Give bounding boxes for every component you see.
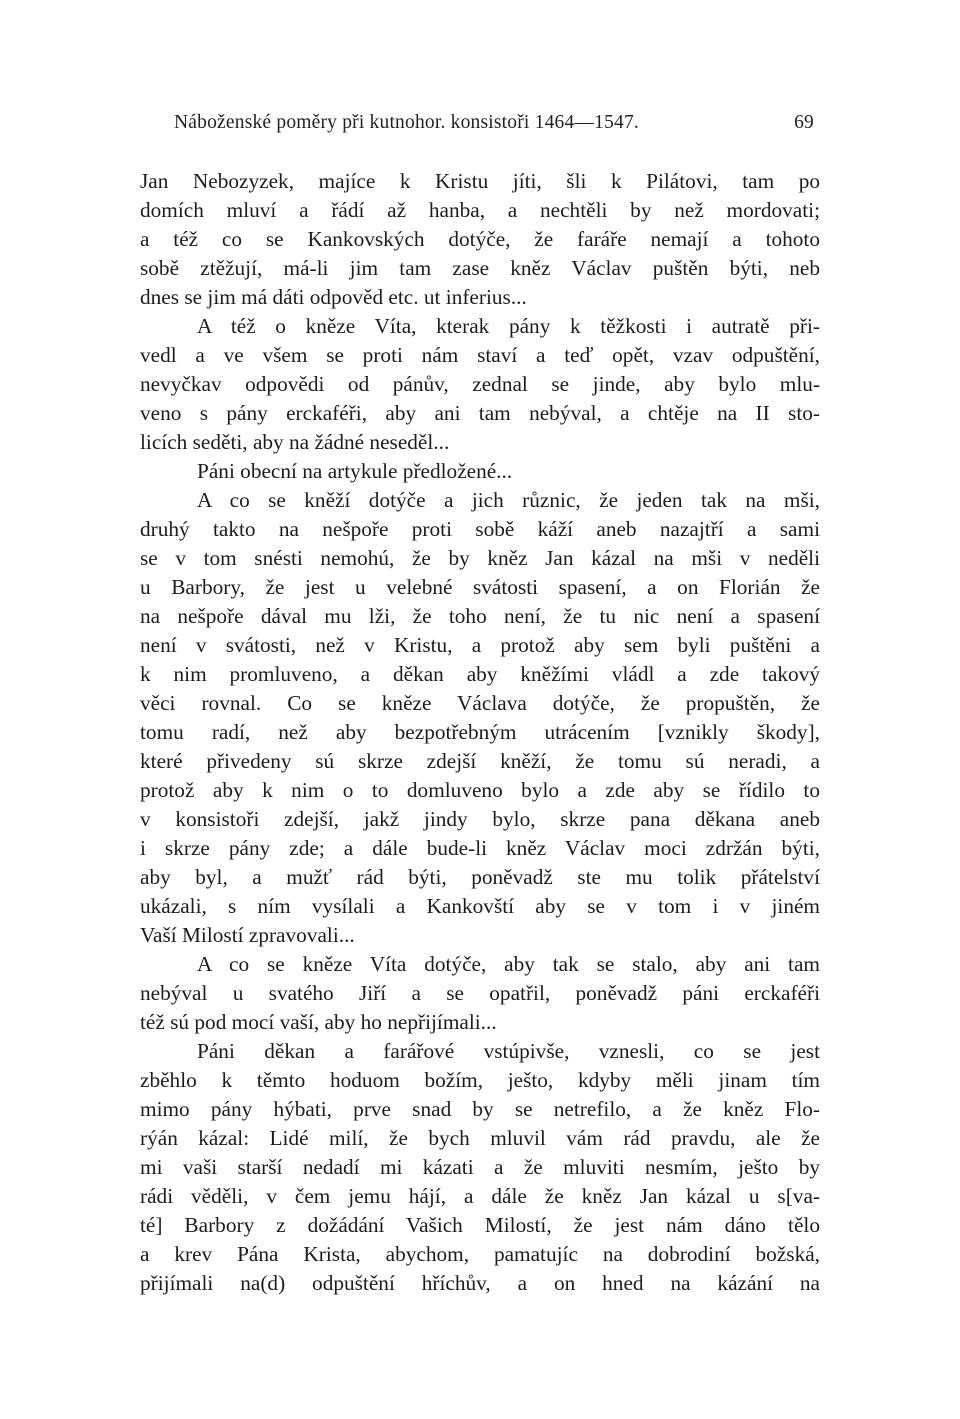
text-line: na nešpoře dával mu lži, že toho není, že tu nic není a spasení: [140, 604, 820, 628]
text-line: i skrze pány zde; a dále bude-li kněz Václav moci zdržán býti,: [140, 836, 820, 860]
text-line: mi vaši starší nedadí mi kázati a že mluviti nesmím, ješto by: [140, 1155, 820, 1179]
text-line: veno s pány erckaféři, aby ani tam nebýval, a chtěje na II sto-: [140, 401, 820, 425]
text-line: zběhlo k těmto hoduom božím, ješto, kdyby měli jinam tím: [140, 1068, 820, 1092]
text-line: dnes se jim má dáti odpověd etc. ut inferius...: [140, 285, 527, 309]
text-line: druhý takto na nešpoře proti sobě káží aneb nazajtří a sami: [140, 517, 820, 541]
running-title: Náboženské poměry při kutnohor. konsistoři 1464—1547.: [174, 112, 640, 133]
text-line: té] Barbory z dožádání Vašich Milostí, že jest nám dáno tělo: [140, 1213, 820, 1237]
text-line: které přivedeny sú skrze zdejší kněží, že tomu sú neradi, a: [140, 749, 820, 773]
text-line: Páni obecní na artykule předložené...: [197, 459, 513, 483]
text-line: rýán kázal: Lidé milí, že bych mluvil vám rád pravdu, ale že: [140, 1126, 820, 1150]
text-line: a krev Pána Krista, abychom, pamatujíc na dobrodiní božská,: [140, 1242, 820, 1266]
text-line: a též co se Kankovských dotýče, že faráře nemají a tohoto: [140, 227, 820, 251]
text-line: se v tom snésti nemohú, že by kněz Jan kázal na mši v neděli: [140, 546, 820, 570]
text-line: domích mluví a řádí až hanba, a nechtěli by než mordovati;: [140, 198, 820, 222]
text-line: Vaší Milostí zpravovali...: [140, 923, 355, 947]
text-line: A co se kněží dotýče a jich různic, že jeden tak na mši,: [197, 488, 820, 512]
text-line: vedl a ve všem se proti nám staví a teď opět, vzav odpuštění,: [140, 343, 820, 367]
text-line: věci rovnal. Co se kněze Václava dotýče, že propuštěn, že: [140, 691, 820, 715]
text-line: k nim promluveno, a děkan aby kněžími vládl a zde takový: [140, 662, 820, 686]
text-line: aby byl, a mužť rád býti, poněvadž ste mu tolik přátelství: [140, 865, 820, 889]
running-header: [174, 112, 814, 142]
text-line: mimo pány hýbati, prve snad by se netrefilo, a že kněz Flo-: [140, 1097, 820, 1121]
text-line: v konsistoři zdejší, jakž jindy bylo, skrze pana děkana aneb: [140, 807, 820, 831]
text-line: licích seděti, aby na žádné neseděl...: [140, 430, 450, 454]
page-number: 69: [794, 112, 814, 133]
text-line: rádi věděli, v čem jemu hájí, a dále že kněz Jan kázal u s[va-: [140, 1184, 820, 1208]
text-line: A též o kněze Víta, kterak pány k těžkosti i autratě při-: [197, 314, 820, 338]
text-line: nebýval u svatého Jiří a se opatřil, poněvadž páni erckaféři: [140, 981, 820, 1005]
text-line: není v svátosti, než v Kristu, a protož aby sem byli puštěni a: [140, 633, 820, 657]
text-line: Jan Nebozyzek, majíce k Kristu jíti, šli k Pilátovi, tam po: [140, 169, 820, 193]
text-line: tomu radí, než aby bezpotřebným utrácením [vznikly škody],: [140, 720, 820, 744]
text-line: Páni děkan a farářové vstúpivše, vznesli, co se jest: [197, 1039, 820, 1063]
text-line: nevyčkav odpovědi od pánův, zednal se jinde, aby bylo mlu-: [140, 372, 820, 396]
text-line: A co se kněze Víta dotýče, aby tak se stalo, aby ani tam: [197, 952, 820, 976]
text-line: též sú pod mocí vaší, aby ho nepřijímali...: [140, 1010, 497, 1034]
body-text: [140, 167, 820, 1298]
text-line: protož aby k nim o to domluveno bylo a zde aby se řídilo to: [140, 778, 820, 802]
text-line: ukázali, s ním vysílali a Kankovští aby se v tom i v jiném: [140, 894, 820, 918]
text-line: sobě ztěžují, má-li jim tam zase kněz Václav puštěn býti, neb: [140, 256, 820, 280]
text-line: u Barbory, že jest u velebné svátosti spasení, a on Florián že: [140, 575, 820, 599]
text-line: přijímali na(d) odpuštění hříchův, a on hned na kázání na: [140, 1271, 820, 1295]
